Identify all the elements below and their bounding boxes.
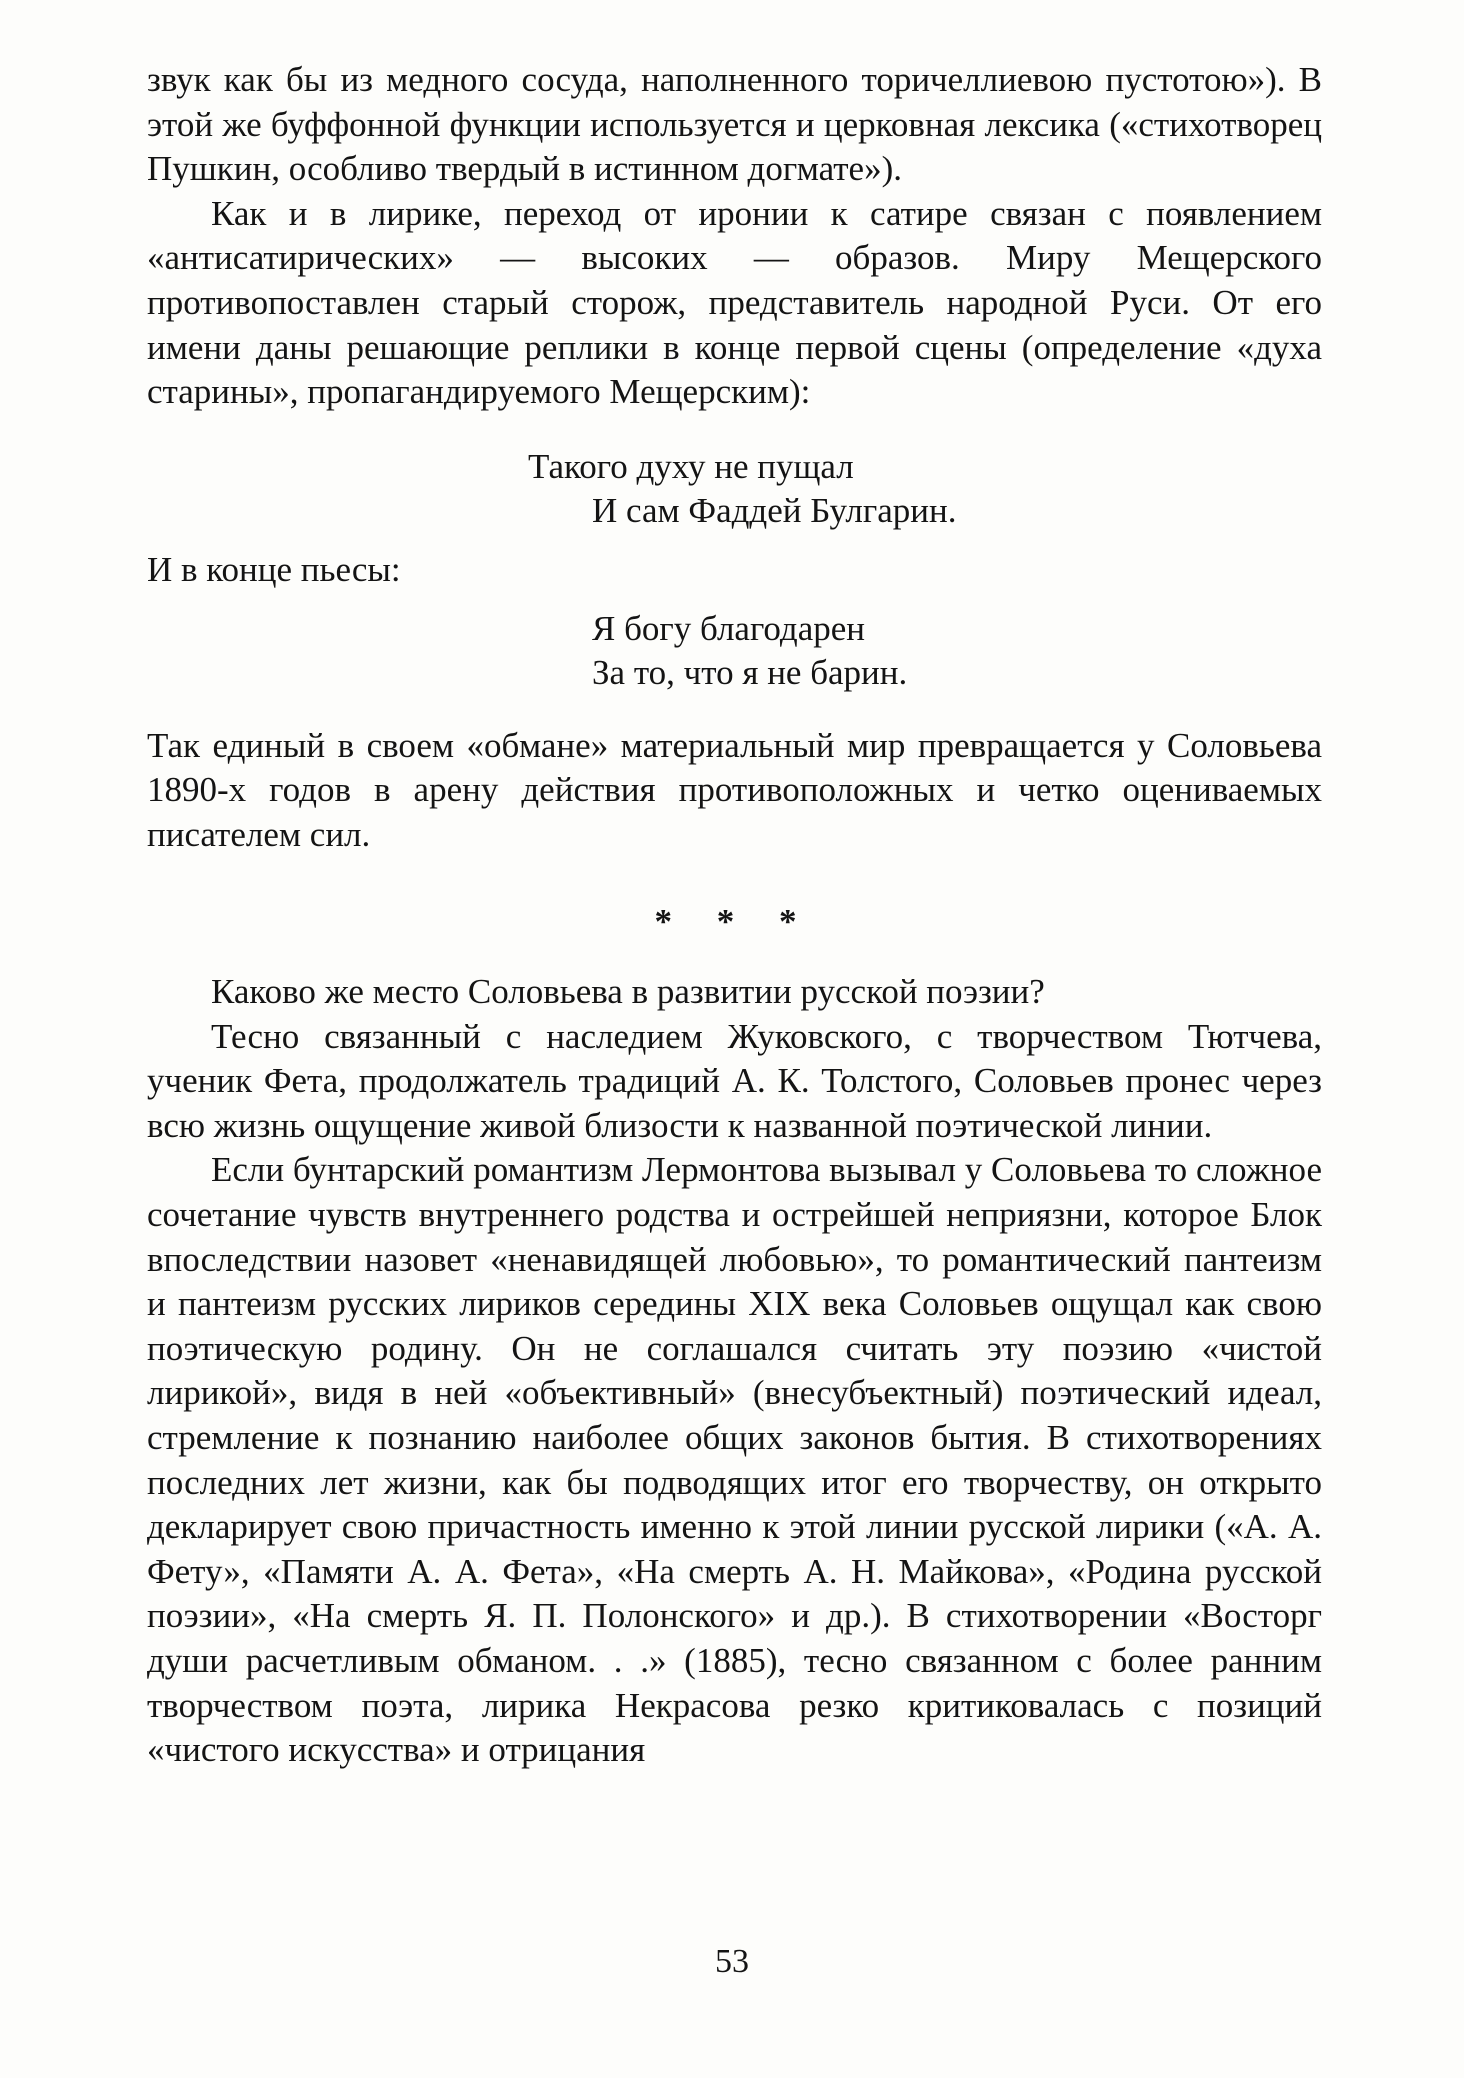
verse-lead-in: И в конце пьесы: bbox=[147, 549, 401, 589]
paragraph-zhukovsky: Тесно связанный с наследием Жуковского, с творчеством Тютчева, ученик Фета, продолжатель традиций А. К. Толстого, Соловьев пронес через всю жизнь ощущение живой близости к названной поэтической линии. bbox=[147, 1016, 1322, 1145]
paragraph-lermontov: Если бунтарский романтизм Лермонтова вызывал у Соловьева то сложное сочетание чувств внутреннего родства и острейшей неприязни, которое Блок впоследствии назовет «ненавидящей любовью», то романтический пантеизм и пантеизм русских лириков середины XIX века Соловьев ощущал как свою поэтическую родину. Он не соглашался считать эту поэзию «чистой лирикой», видя в ней «объективный» (внесубъектный) поэтический идеал, стремление к познанию наиболее общих законов бытия. В стихотворениях последних лет жизни, как бы подводящих итог его творчеству, он открыто декларирует свою причастность именно к этой линии русской лирики («А. А. Фету», «Памяти А. А. Фета», «На смерть А. Н. Майкова», «Родина русской поэзии», «На смерть Я. П. Полонского» и др.). В стихотворении «Восторг души расчетливым обманом. . .» (1885), тесно связанном с более ранним творчеством поэта, лирика Некрасова резко критиковалась с позиций «чистого искусства» и отрицания bbox=[147, 1150, 1322, 1770]
verse-line: Я богу благодарен bbox=[592, 608, 866, 648]
page-number: 53 bbox=[715, 1943, 749, 1980]
paragraph-continuation: звук как бы из медного сосуда, наполненного торичеллиевою пустотою»). В этой же буффонной функции используется и церковная лексика («стихотворец Пушкин, особливо твердый в истинном догмате»). bbox=[147, 60, 1322, 189]
verse-quote-2 bbox=[592, 607, 1322, 696]
paragraph-conclusion: Так единый в своем «обмане» материальный мир превращается у Соловьева 1890-х годов в арену действия противоположных и четко оцениваемых писателем сил. bbox=[147, 725, 1322, 854]
verse-line: За то, что я не барин. bbox=[592, 653, 908, 693]
section-separator: * * * bbox=[654, 901, 815, 941]
verse-quote-1 bbox=[528, 445, 1322, 534]
paragraph-antisatire: Как и в лирике, переход от иронии к сатире связан с появлением «антисатирических» — высоких — образов. Миру Мещерского противопоставлен старый сторож, представитель народной Руси. От его имени даны решающие реплики в конце первой сцены (определение «духа старины», пропагандируемого Мещерским): bbox=[147, 193, 1322, 412]
verse-line: И сам Фаддей Булгарин. bbox=[592, 491, 957, 531]
verse-line: Такого духу не пущал bbox=[528, 446, 854, 486]
paragraph-question: Каково же место Соловьева в развитии русской поэзии? bbox=[211, 972, 1045, 1012]
text-column bbox=[147, 58, 1322, 1773]
